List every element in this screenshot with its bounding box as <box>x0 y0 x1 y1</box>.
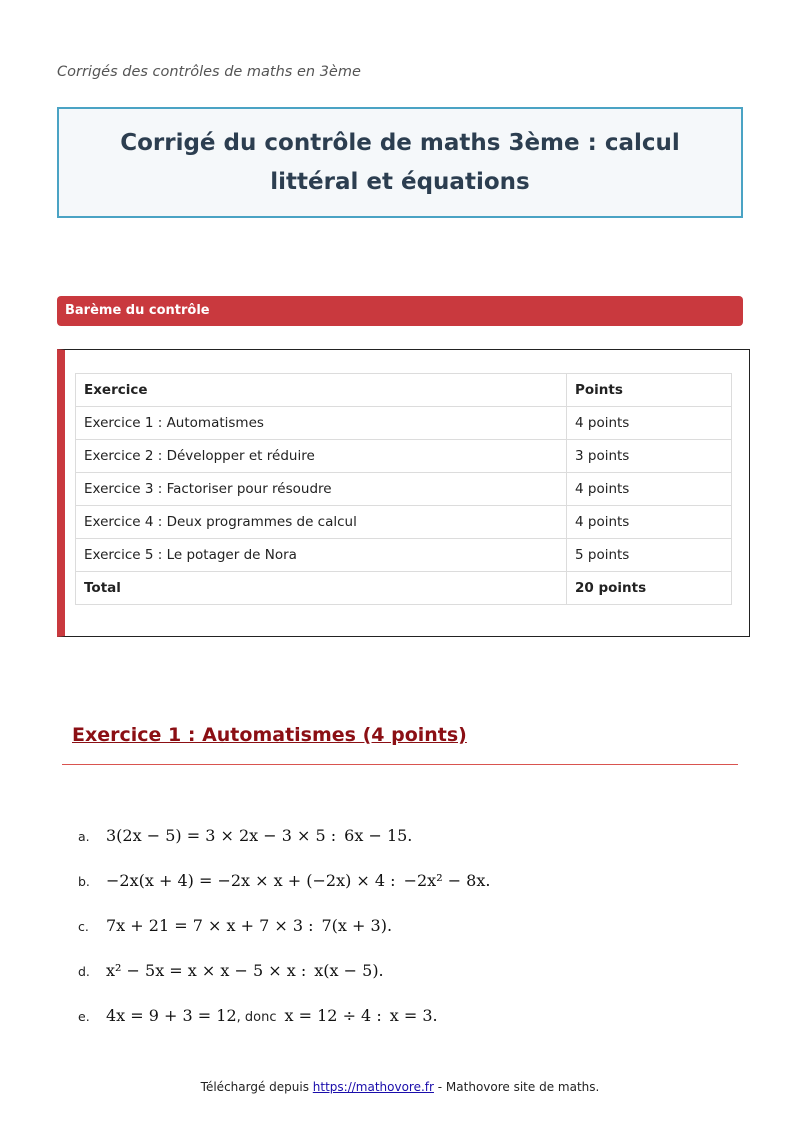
table-row <box>76 473 732 506</box>
exercise-1-title: Exercice 1 : Automatismes (4 points) <box>72 724 467 746</box>
footer-prefix: Téléchargé depuis <box>200 1080 313 1094</box>
exercise-cell: Exercice 2 : Développer et réduire <box>76 440 567 473</box>
table-total-row <box>76 572 732 605</box>
page-footer <box>0 1080 800 1094</box>
bareme-frame <box>57 349 750 637</box>
exercise-item-d <box>78 961 384 980</box>
item-label: c. <box>78 919 89 934</box>
item-answer: x = 3. <box>389 1006 438 1025</box>
footer-link[interactable]: https://mathovore.fr <box>312 1080 434 1094</box>
item-expression: −2x(x + 4) = −2x × x + (−2x) × 4 : <box>106 871 396 890</box>
page-subtitle: Corrigés des contrôles de maths en 3ème <box>57 64 361 80</box>
points-cell: 4 points <box>567 407 732 440</box>
item-expression: 7x + 21 = 7 × x + 7 × 3 : <box>106 916 314 935</box>
exercise-item-e <box>78 1006 438 1025</box>
exercise-item-b <box>78 871 490 890</box>
item-label: a. <box>78 829 90 844</box>
bareme-table <box>75 373 732 605</box>
table-row <box>76 539 732 572</box>
exercise-item-c <box>78 916 392 935</box>
total-points-cell: 20 points <box>567 572 732 605</box>
footer-suffix: - Mathovore site de maths. <box>433 1080 600 1094</box>
column-header-points: Points <box>567 374 732 407</box>
exercise-divider <box>62 764 738 765</box>
item-answer: 6x − 15. <box>344 826 413 845</box>
exercise-cell: Exercice 5 : Le potager de Nora <box>76 539 567 572</box>
item-answer: −2x² − 8x. <box>403 871 491 890</box>
item-label: d. <box>78 964 90 979</box>
exercise-item-a <box>78 826 412 845</box>
item-label: e. <box>78 1009 90 1024</box>
points-cell: 4 points <box>567 473 732 506</box>
item-connector: , donc <box>236 1010 277 1025</box>
table-row <box>76 440 732 473</box>
exercise-cell: Exercice 1 : Automatismes <box>76 407 567 440</box>
exercise-cell: Exercice 4 : Deux programmes de calcul <box>76 506 567 539</box>
points-cell: 4 points <box>567 506 732 539</box>
column-header-exercice: Exercice <box>76 374 567 407</box>
page-title: Corrigé du contrôle de maths 3ème : calcul littéral et équations <box>120 129 680 195</box>
title-box <box>57 107 743 218</box>
item-answer: 7(x + 3). <box>321 916 393 935</box>
item-label: b. <box>78 874 90 889</box>
item-expression: 3(2x − 5) = 3 × 2x − 3 × 5 : <box>106 826 337 845</box>
bareme-header: Barème du contrôle <box>57 296 743 326</box>
table-row <box>76 506 732 539</box>
points-cell: 5 points <box>567 539 732 572</box>
item-expression: x² − 5x = x × x − 5 × x : <box>106 961 307 980</box>
total-label-cell: Total <box>76 572 567 605</box>
table-header-row <box>76 374 732 407</box>
item-expression-2: x = 12 ÷ 4 : <box>284 1006 382 1025</box>
item-answer: x(x − 5). <box>314 961 384 980</box>
exercise-cell: Exercice 3 : Factoriser pour résoudre <box>76 473 567 506</box>
item-expression: 4x = 9 + 3 = 12 <box>106 1006 237 1025</box>
table-row <box>76 407 732 440</box>
points-cell: 3 points <box>567 440 732 473</box>
